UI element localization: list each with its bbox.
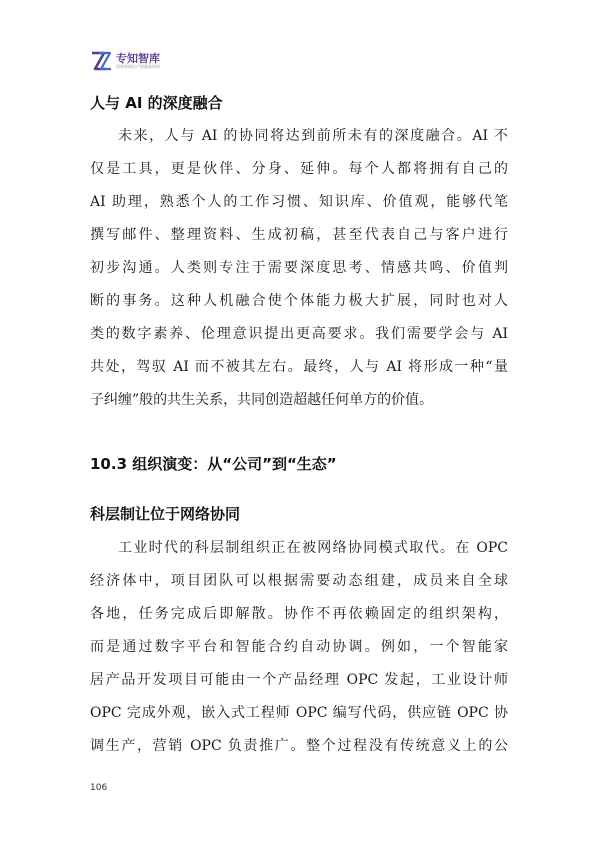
- paragraph-line: 共处，驾驭 AI 而不被其左右。最终，人与 AI 将形成一种“量: [90, 359, 508, 375]
- paragraph-line: 经济体中，项目团队可以根据需要动态组建，成员来自全球: [90, 573, 508, 589]
- paragraph-fusion: [90, 120, 508, 417]
- paragraph-line: 而是通过数字平台和智能合约自动协调。例如，一个智能家: [90, 639, 508, 655]
- paragraph-network: [90, 532, 508, 763]
- paragraph-line: 居产品开发项目可能由一个产品经理 OPC 发起，工业设计师: [90, 672, 508, 688]
- paragraph-line: 初步沟通。人类则专注于需要深度思考、情感共鸣、价值判: [90, 260, 508, 276]
- paragraph-line: OPC 完成外观，嵌入式工程师 OPC 编写代码，供应链 OPC 协: [90, 705, 508, 721]
- paragraph-line: 仅是工具，更是伙伴、分身、延伸。每个人都将拥有自己的: [90, 161, 508, 177]
- paragraph-line: 撰写邮件、整理资料、生成初稿，甚至代表自己与客户进行: [90, 227, 508, 243]
- paragraph-line: 各地，任务完成后即解散。协作不再依赖固定的组织架构，: [90, 606, 508, 622]
- paragraph-line: 断的事务。这种人机融合使个体能力极大扩展，同时也对人: [90, 293, 508, 309]
- chapter-heading: 10.3 组织演变：从“公司”到“生态”: [90, 455, 337, 473]
- paragraph-line: 调生产，营销 OPC 负责推广。整个过程没有传统意义上的公: [90, 738, 508, 754]
- paragraph-line: 子纠缠”般的共生关系，共同创造超越任何单方的价值。: [90, 392, 434, 408]
- z-logo-icon: [90, 50, 112, 72]
- paragraph-line: 未来，人与 AI 的协同将达到前所未有的深度融合。AI 不: [118, 128, 508, 144]
- brand-name: 专知智库: [116, 52, 160, 65]
- brand-tagline: 国家级知识产权服务机构: [116, 64, 160, 69]
- section-heading-network: 科层制让位于网络协同: [90, 505, 241, 523]
- page-number: 106: [90, 783, 108, 793]
- paragraph-line: 工业时代的科层制组织正在被网络协同模式取代。在 OPC: [118, 540, 508, 556]
- paragraph-line: 类的数字素养、伦理意识提出更高要求。我们需要学会与 AI: [90, 326, 508, 342]
- section-heading-fusion: 人与 AI 的深度融合: [90, 94, 223, 112]
- paragraph-line: AI 助理，熟悉个人的工作习惯、知识库、价值观，能够代笔: [90, 194, 508, 210]
